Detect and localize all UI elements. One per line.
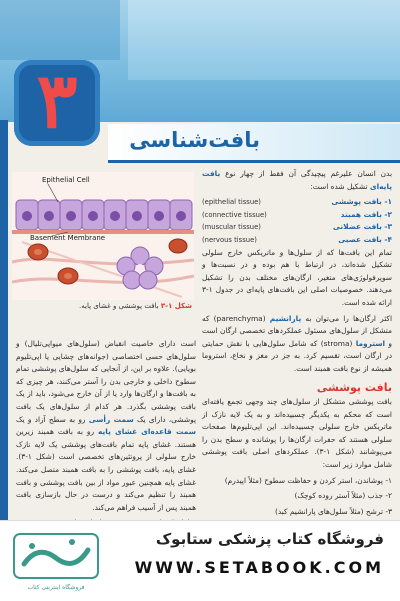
section-heading: بافت پوششی xyxy=(316,380,392,394)
parenchyma-keyword: پارانشیم xyxy=(269,313,302,323)
tissue-list xyxy=(202,196,392,246)
function-item: ۳- ترشح (مثلاً سلول‌های پارانشیم کبد) xyxy=(275,506,392,516)
list-item-en: (epithelial tissue) xyxy=(202,198,261,207)
paragraph-2: تمام این بافت‌ها که از سلول‌ها و ماتریکس خارج سلولی تشکیل شده‌اند، در ارتباط با هم بوده و در نسبت‌ها و سوپرفولوژی‌های متغیر، ارگان‌های مختلف بدن را تشکیل می‌دهند. خصوصیات اصلی این بافت‌های پایه‌ای در جدول ۱-۳ ارائه شده است. xyxy=(202,247,392,307)
store-url[interactable]: WWW.SETABOOK.COM xyxy=(134,558,384,577)
list-item xyxy=(202,221,392,234)
para3-text-c: (stroma) که شامل سلول‌هایی با نقش حمایتی در ارگان است، تقسیم کرد. به جز در مغز و نخاع، استروما همیشه از نوع بافت همبند است. xyxy=(202,338,392,373)
list-item-fa: ۱- بافت پوششی xyxy=(331,197,392,207)
list-item xyxy=(202,196,392,209)
chapter-number: ۳ xyxy=(36,56,78,145)
right-column xyxy=(202,168,392,521)
basal-keyword: سمت قاعده‌ای xyxy=(141,427,196,437)
paragraph-3 xyxy=(202,313,392,376)
left-text-a: است دارای خاصیت انقباض (سلول‌های میواپی‌تلیال) و سلول‌های حسی اختصاصی (جوانه‌های چشایی یا اپی‌تلیوم بویایی). علاوه بر این، از آنجایی که سلول‌های پوششی تمام سطوح داخلی و خارجی بدن را آستر می‌کنند، هر چیزی که به بافت‌ها و ارگان‌ها وارد یا از آن خارج می‌شود، باید از یک بافت پوششی بگذرد. هر کدام از سلول‌های یک بافت پوششی، دارای یک xyxy=(16,339,196,424)
intro-text: بدن انسان علیرغم پیچیدگی آن فقط از چهار نوع xyxy=(225,169,392,178)
function-item: ۲- جذب (مثلاً آستر روده کوچک) xyxy=(294,491,392,501)
banner-shade xyxy=(0,0,120,60)
function-item: ۱- پوشاندن، استر کردن و حفاظت سطوح (مثلاً اپیدرم) xyxy=(224,475,392,485)
basement-keyword: غشای پایه xyxy=(98,427,138,437)
para3-text-b: (parenchyma) که متشکل از سلول‌های مسئول عملکردهای تخصصی ارگان است و xyxy=(202,313,392,348)
left-column xyxy=(16,338,196,533)
basement-membrane-label: Basement Membrane xyxy=(30,234,106,242)
left-text-c: رو به بافت همبند زیرین هستند. غشای پایه تمام بافت‌های پوششی یک لایه نازک خارج سلولی از پروتئین‌های تخصصی است (شکل ۱-۳). غشای پایه، بافت پوششی را به بافت همبند متصل می‌کند. غشای پایه همچنین عبور مواد از بین بافت پوششی و بافت همبند را تنظیم می‌کند و درست در حال بازسازی بافت همبند پس از آسیب فراهم می‌کند. xyxy=(16,427,196,512)
intro-end: تشکیل شده است: xyxy=(310,181,368,191)
caption-text: بافت پوششی و غشای پایه. xyxy=(79,302,159,310)
banner-panel xyxy=(128,0,400,80)
apical-keyword: سمت رأسی xyxy=(88,414,134,424)
section-paragraph: بافت پوششی متشکل از سلول‌های چند وجهی تجمع یافته‌ای است که محکم به یکدیگر چسبیده‌اند و به یک لایه نازک از ماتریکس خارج سلولی چسبیده‌اند. این اپی‌تلیوم‌ها صفحات سلولی هستند که حفرات ارگان‌ها را پوشانده و سطح بدن را می‌پوشانند (شکل ۱-۳). عملکردهای اصلی بافت پوششی شامل موارد زیر است: xyxy=(202,397,392,470)
list-item-en: (nervous tissue) xyxy=(202,235,257,244)
list-item-fa: ۲- بافت همبند xyxy=(340,209,392,219)
list-item-en: (connective tissue) xyxy=(202,210,267,219)
para3-text-a: اکثر ارگان‌ها را می‌توان به xyxy=(305,313,393,323)
store-name: فروشگاه کتاب پزشکی ستابوک xyxy=(155,530,384,548)
intro-paragraph xyxy=(202,168,392,193)
epithelial-cell-label: Epithelial Cell xyxy=(42,176,90,184)
setabook-logo-icon[interactable] xyxy=(12,528,100,584)
left-paragraph-1 xyxy=(16,338,196,514)
figure-caption xyxy=(20,302,192,310)
chapter-title: بافت‌شناسی xyxy=(129,128,260,152)
list-item-fa: ۴- بافت عصبی xyxy=(338,234,392,244)
list-item-en: (muscular tissue) xyxy=(202,223,261,232)
list-item xyxy=(202,234,392,247)
logo-subtitle: فروشگاه اینترنتی کتاب xyxy=(27,584,85,591)
stroma-keyword: استروما xyxy=(355,338,386,348)
left-text-b: رو به سطح آزاد و یک xyxy=(16,414,86,424)
list-item xyxy=(202,209,392,222)
epithelium-figure xyxy=(12,172,194,300)
caption-number: شکل ۱-۳ xyxy=(160,302,192,310)
list-item-fa: ۳- بافت عضلانی xyxy=(332,222,392,232)
intro-keyword: بافت پایه‌ای xyxy=(202,169,392,191)
